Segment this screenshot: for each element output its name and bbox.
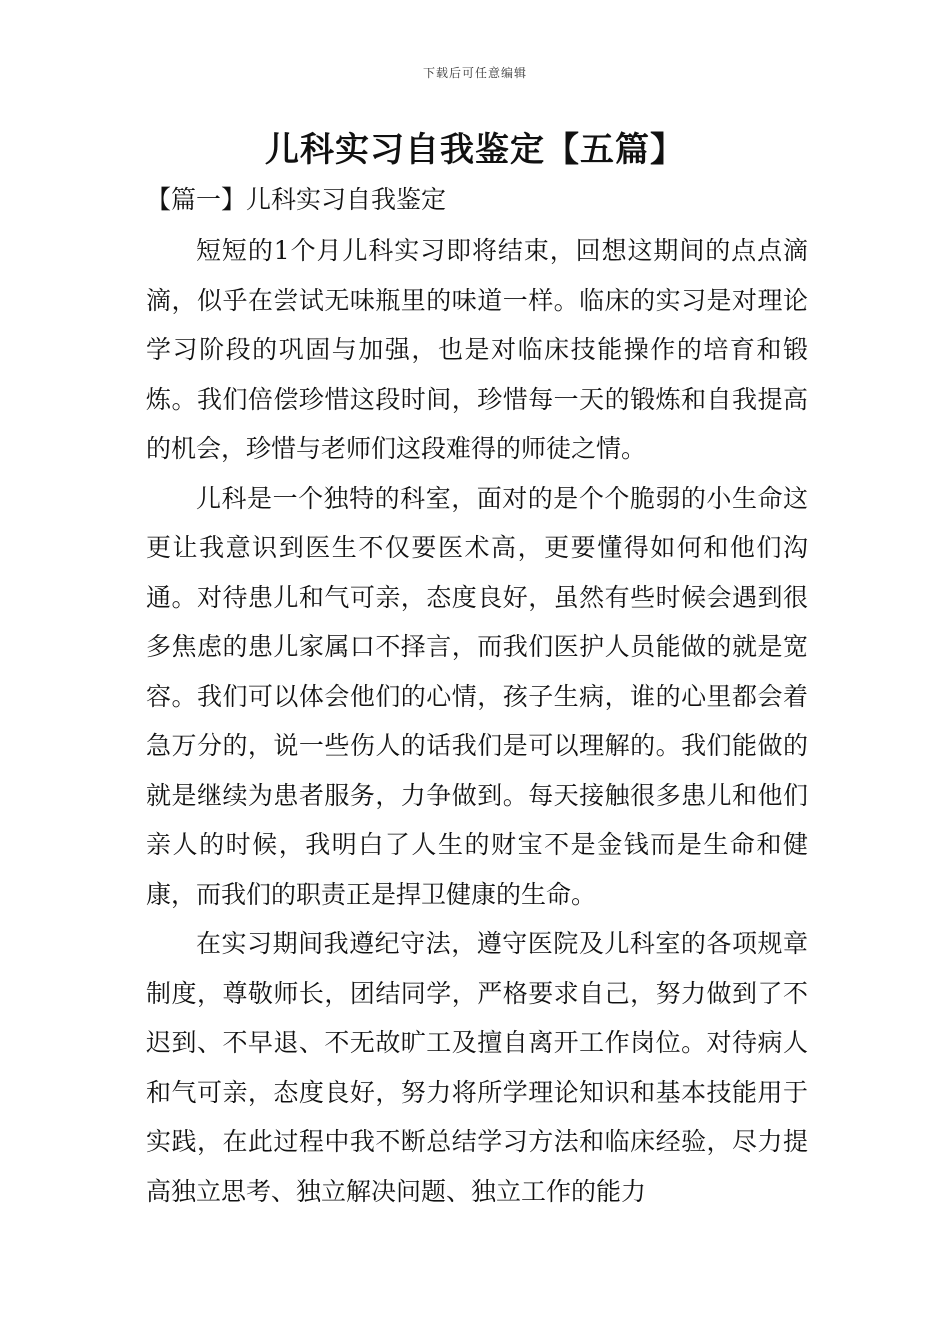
body-paragraph-3: 在实习期间我遵纪守法，遵守医院及儿科室的各项规章制度，尊敬师长，团结同学，严格要求自己，努力做到了不迟到、不早退、不无故旷工及擅自离开工作岗位。对待病人和气可亲，态度良好，努力将所学理论知识和基本技能用于实践，在此过程中我不断总结学习方法和临床经验，尽力提高独立思考、独立解决问题、独立工作的能力 — [146, 929, 808, 1206]
document-title: 儿科实习自我鉴定【五篇】 — [265, 130, 685, 170]
body-paragraph-2: 儿科是一个独特的科室，面对的是个个脆弱的小生命这更让我意识到医生不仅要医术高，更要懂得如何和他们沟通。对待患儿和气可亲，态度良好，虽然有些时候会遇到很多焦虑的患儿家属口不择言，而我们医护人员能做的就是宽容。我们可以体会他们的心情，孩子生病，谁的心里都会着急万分的，说一些伤人的话我们是可以理解的。我们能做的就是继续为患者服务，力争做到。每天接触很多患儿和他们亲人的时候，我明白了人生的财宝不是金钱而是生命和健康，而我们的职责正是捍卫健康的生命。 — [146, 483, 808, 909]
header-note: 下载后可任意编辑 — [422, 66, 527, 80]
document-body — [146, 226, 808, 1216]
body-paragraph-1: 短短的1个月儿科实习即将结束，回想这期间的点点滴滴，似乎在尝试无味瓶里的味道一样。临床的实习是对理论学习阶段的巩固与加强，也是对临床技能操作的培育和锻炼。我们倍偿珍惜这段时间，珍惜每一天的锻炼和自我提高的机会，珍惜与老师们这段难得的师徒之情。 — [146, 236, 808, 463]
section-heading: 【篇一】儿科实习自我鉴定 — [146, 185, 447, 214]
